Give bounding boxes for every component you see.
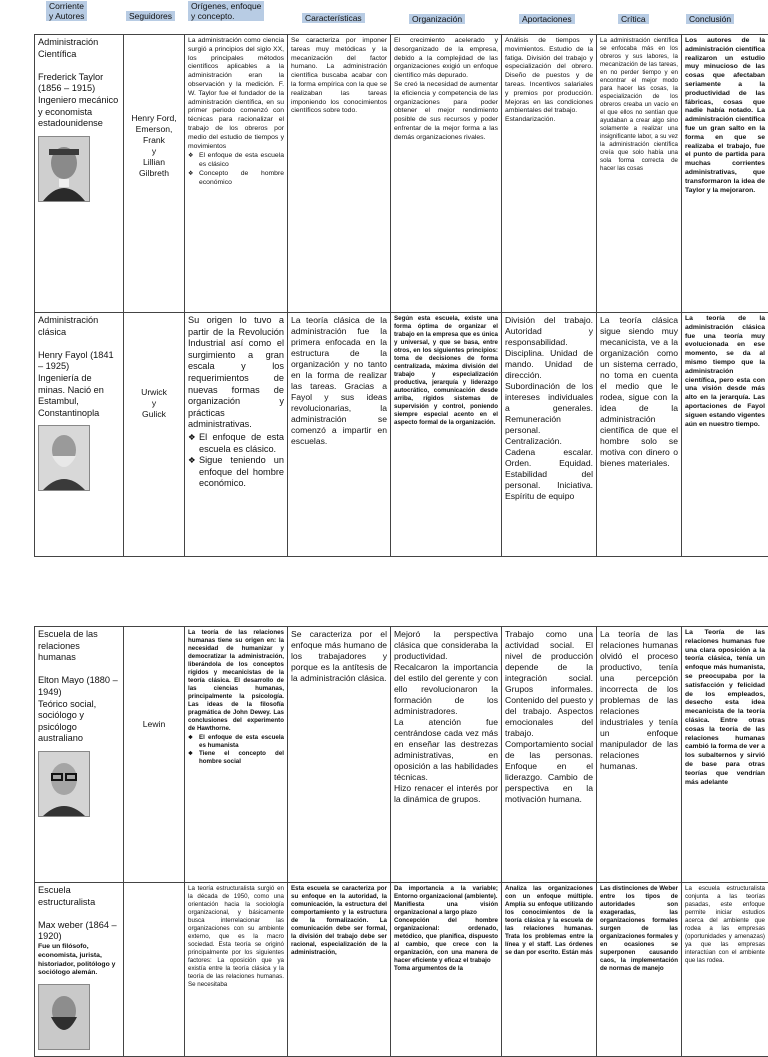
header-aportaciones-label: Aportaciones: [519, 14, 575, 24]
header-conclusion: [686, 14, 734, 24]
seguidores-text: Henry Ford, Emerson, Frank y Lillian Gilbreth: [127, 113, 181, 179]
conclusion-text: Los autores de la administración científica realizaron un estudio muy minucioso de las cosas que afectaban seriamente a la productividad de las fábricas, cosas que nadie había notado. La administración científica fue un gran salto en la forma en que se realizaba el trabajo, fue el punto de partida para muchas corrientes administrativas, que transformaron la idea de Taylor y la mejoraron.: [685, 37, 765, 195]
origenes-bullet: ❖ El enfoque de esta escuela es clásico: [188, 152, 284, 170]
origenes-bullet: ❖ Sigue teniendo un enfoque del hombre económico.: [188, 455, 284, 490]
cell-corriente: [35, 883, 124, 1057]
origenes-bullet-list: [188, 734, 284, 766]
mayo-portrait-icon: [38, 751, 90, 817]
header-seguidores: [126, 11, 175, 21]
corriente-text: Administración Científica Frederick Taylor (1856 – 1915) Ingeniero mecánico y economista estadounidense: [38, 37, 120, 130]
cell-seguidores: [124, 35, 185, 313]
cell-aportaciones: [502, 627, 597, 883]
origenes-text: Su origen lo tuvo a partir de la Revolución Industrial así como el surgimiento a gran escala y los requerimientos de nuevas formas de organización y prácticas administrativas.: [188, 315, 284, 431]
conclusion-text: La Teoría de las relaciones humanas fue una clara oposición a la teoría clásica, tenía un enfoque más humanista, se preocupaba por la satisfacción y felicidad de los empleados, desecho esta idea mecanicista de la teoría clásica. Entre otras cosas la teoría de las relaciones humanas cambió la forma de ver a los subalternos y sirvió de base para otras teorías que vendrían más adelante: [685, 629, 765, 787]
cell-caracteristicas: [288, 627, 391, 883]
cell-conclusion: [682, 313, 768, 557]
fayol-portrait-icon: [38, 425, 90, 491]
origenes-text: La teoría estructuralista surgió en la década de 1950, como una orientación hacia la sociología organizacional, y básicamente busca interrelacionar las organizaciones con su ambiente externo, que es la macro sociedad. Esta teoría se originó principalmente por los siguientes factores: La oposición que ya existía entre la teoría clásica y la teoría de las relaciones humanas. Se necesitaba: [188, 885, 284, 989]
origenes-bullet-list: [188, 152, 284, 187]
cell-corriente: [35, 313, 124, 557]
cell-conclusion: [682, 883, 768, 1057]
cell-aportaciones: [502, 883, 597, 1057]
conclusion-text: La escuela estructuralista conjunta a las teorías pasadas, este enfoque permite iniciar estudios acerca del ambiente que rodea a las empresas (oportunidades y amenazas) ya que las empresas interactúan con el ambiente que las rodea.: [685, 885, 765, 965]
cell-critica: [597, 883, 682, 1057]
caracteristicas-text: Esta escuela se caracteriza por su enfoque en la autoridad, la comunicación, la estructura del comportamiento y la estructura de la formalización. La comunicación debe ser formal, la división del trabajo debe ser racional, especialización de la administración,: [291, 885, 387, 957]
organizacion-text: Da importancia a la variable; Entorno organizacional (ambiente). Manifiesta una visión organizacional a largo plazo Concepción del hombre organizacional: ordenado, metódico, que planifica, dispuesto al cambio, que crece con la organización, con una manera de hacer eficiente y eficaz el trabajo Toma argumentos de la: [394, 885, 498, 973]
origenes-bullet: ❖ El enfoque de esta escuela es clásico.: [188, 432, 284, 455]
corriente-text: Escuela de las relaciones humanas Elton Mayo (1880 – 1949) Teórico social, sociólogo y psicólogo australiano: [38, 629, 120, 745]
critica-text: La teoría clásica sigue siendo muy mecanicista, ve a la organización como un sistema cerrado, no toma en cuenta el medio que le rodea, sigue con la idea de la administración científica de que el hombre solo se motiva con dinero o bienes materiales.: [600, 315, 678, 469]
cell-caracteristicas: [288, 313, 391, 557]
cell-origenes: [185, 35, 288, 313]
header-organizacion: [409, 14, 465, 24]
header-critica: [618, 14, 649, 24]
cell-caracteristicas: [288, 883, 391, 1057]
cell-critica: [597, 35, 682, 313]
header-organizacion-label: Organización: [409, 14, 465, 24]
origenes-bullet-list: [188, 432, 284, 490]
critica-text: Las distinciones de Weber entre los tipos de autoridades son exageradas, las organizaciones formales surgen de las organizaciones formales y en ocasiones se superponen causando caos, la implementación de normas de manejo: [600, 885, 678, 973]
cell-critica: [597, 313, 682, 557]
table-row: [35, 627, 768, 883]
weber-portrait-icon: [38, 984, 90, 1050]
comparison-table-page-1: [34, 34, 768, 557]
origenes-bullet: ❖ Tiene el concepto del hombre social: [188, 750, 284, 766]
corriente-text: Administración clásica Henry Fayol (1841 – 1925) Ingeniería de minas. Nació en Estambul, Constantinopla: [38, 315, 120, 419]
cell-aportaciones: [502, 313, 597, 557]
cell-corriente: [35, 627, 124, 883]
header-critica-label: Crítica: [618, 14, 649, 24]
header-corriente-label: Corriente y Autores: [46, 1, 87, 21]
caracteristicas-text: Se caracteriza por el enfoque más humano de los trabajadores y porque es la antítesis de la administración clásica.: [291, 629, 387, 684]
origenes-bullet: ❖ Concepto de hombre económico: [188, 170, 284, 188]
header-caracteristicas: [302, 13, 365, 23]
cell-aportaciones: [502, 35, 597, 313]
aportaciones-text: División del trabajo. Autoridad y responsabilidad. Disciplina. Unidad de mando. Unidad de dirección. Subordinación de los intereses individuales a generales. Remuneración personal. Centralización. Cadena escalar. Orden. Equidad. Estabilidad del personal. Iniciativa. Espíritu de equipo: [505, 315, 593, 502]
origenes-bullet: ❖ El enfoque de esta escuela es humanista: [188, 734, 284, 750]
taylor-portrait-icon: [38, 136, 90, 202]
cell-organizacion: [391, 313, 502, 557]
cell-seguidores: [124, 313, 185, 557]
table-row: [35, 313, 768, 557]
header-row: [0, 0, 768, 34]
caracteristicas-text: La teoría clásica de la administración fue la primera enfocada en la estructura de la organización y no tanto en la forma de realizar las tareas. Gracias a Fayol y sus ideas revolucionarias, la administración se comenzó a impartir en escuelas.: [291, 315, 387, 447]
organizacion-text: Según esta escuela, existe una forma óptima de organizar el trabajo en la empresa que es única y universal, y que se basa, entre otros, en los siguientes principios: toma de decisiones de forma centralizada, máxima división del trabajo y especialización productiva, jerarquía y liderazgo autocrático, comunicación desde arriba, rígidos sistemas de supervisión y control, poniendo siempre especial acento en el aspecto formal de la organización.: [394, 315, 498, 427]
header-caracteristicas-label: Características: [302, 13, 365, 23]
origenes-text: La teoría de las relaciones humanas tiene su origen en: la necesidad de humanizar y democratizar la administración, liberándola de los conceptos rígidos y mecanicistas de la teoría clásica. El desarrollo de las ciencias humanas, principalmente la psicología. Las ideas de la filosofía pragmática de John Dewey. Las conclusiones del experimento de Hawthorne.: [188, 629, 284, 733]
aportaciones-text: Analiza las organizaciones con un enfoque múltiple. Amplía su enfoque utilizando los conocimientos de la teoría clásica y la escuela de las relaciones humanas. Trata los problemas entre la línea y el staff. Las órdenes se dan por escrito. Están más: [505, 885, 593, 957]
critica-text: La teoría de las relaciones humanas olvidó el proceso productivo, tenía una percepción incorrecta de los problemas de las relaciones industriales y tenía un enfoque manipulador de las relaciones humanas.: [600, 629, 678, 772]
cell-origenes: [185, 627, 288, 883]
cell-seguidores: [124, 883, 185, 1057]
header-origenes: [188, 1, 264, 21]
header-origenes-label: Orígenes, enfoque y concepto.: [188, 1, 264, 21]
corriente-text: Escuela estructuralista Max weber (1864 – 1920): [38, 885, 120, 943]
cell-corriente: [35, 35, 124, 313]
aportaciones-text: Análisis de tiempos y movimientos. Estudio de la fatiga. División del trabajo y especialización del obrero. Diseño de puestos y de tareas. Incentivos salariales y premios por producción. Mejoras en las condiciones ambientales del trabajo. Estandarización.: [505, 37, 593, 125]
organizacion-text: Mejoró la perspectiva clásica que consideraba la productividad. Recalcaron la importancia del estilo del gerente y con ello revolucionaron la formación de los administradores. La atención fue centrándose cada vez más en enseñar las destrezas administrativas, en oposición a las habilidades técnicas. Hizo renacer el interés por la dinámica de grupos.: [394, 629, 498, 805]
cell-conclusion: [682, 35, 768, 313]
conclusion-text: La teoría de la administración clásica fue una teoría muy evolucionada en ese momento, se da al mismo tiempo que la administración científica, pero esta con una visión desde más alto en la jerarquía. Las aportaciones de Fayol siguen estando vigentes aún en nuestro tiempo.: [685, 315, 765, 429]
cell-organizacion: [391, 35, 502, 313]
cell-caracteristicas: [288, 35, 391, 313]
corriente-extra-text: Fue un filósofo, economista, jurista, historiador, politólogo y sociólogo alemán.: [38, 943, 120, 978]
organizacion-text: El crecimiento acelerado y desorganizado de la empresa, debido a la complejidad de las organizaciones exigió un enfoque científico más depurado. Se creó la necesidad de aumentar la eficiencia y competencia de las organizaciones para poder obtener el mejor rendimiento posible de sus recursos y poder enfrentar de la mejor forma a las demás organizaciones rivales.: [394, 37, 498, 143]
caracteristicas-text: Se caracteriza por imponer tareas muy metódicas y la mecanización del factor humano. La administración científica buscaba acabar con la forma empírica con la que se realizaban las tareas imponiendo los conocimientos científicos sobre todo.: [291, 37, 387, 116]
cell-conclusion: [682, 627, 768, 883]
critica-text: La administración científica se enfocaba más en los obreros y sus labores, la mecanización de las tareas, en no perder tiempo y en encontrar el mejor modo para hacer las cosas, la especialización de los obreros creaba un vacío en el que ellos no sentían que ayudaban a crear algo sino solamente a realizar una insignificante labor, a su vez la administración científica creía que solo había una sola forma correcta de hacer las cosas: [600, 37, 678, 173]
header-seguidores-label: Seguidores: [126, 11, 175, 21]
table-row: [35, 35, 768, 313]
cell-organizacion: [391, 883, 502, 1057]
header-aportaciones: [519, 14, 575, 24]
cell-origenes: [185, 313, 288, 557]
seguidores-text: Urwick y Gulick: [127, 387, 181, 420]
table-row: [35, 883, 768, 1057]
origenes-text: La administración como ciencia surgió a principios del siglo XX, los principales métodos científicos aplicables a la administración eran la observación y la medición. F. W. Taylor fue el fundador de la administración científica, en su primer periodo comenzó con técnicas para racionalizar el trabajo de los obreros por medio del estudio de tiempos y movimientos: [188, 37, 284, 151]
comparison-table-page-2: [34, 626, 768, 1057]
cell-critica: [597, 627, 682, 883]
cell-organizacion: [391, 627, 502, 883]
seguidores-text: Lewin: [127, 719, 181, 730]
cell-origenes: [185, 883, 288, 1057]
header-conclusion-label: Conclusión: [686, 14, 734, 24]
cell-seguidores: [124, 627, 185, 883]
header-corriente: [46, 1, 87, 21]
aportaciones-text: Trabajo como una actividad social. El nivel de producción depende de la integración social. Grupos informales. Contenido del puesto y del trabajo. Aspectos emocionales del trabajo. Comportamiento social de las personas. Enfoque en el liderazgo. Cambio de perspectiva en la motivación humana.: [505, 629, 593, 805]
